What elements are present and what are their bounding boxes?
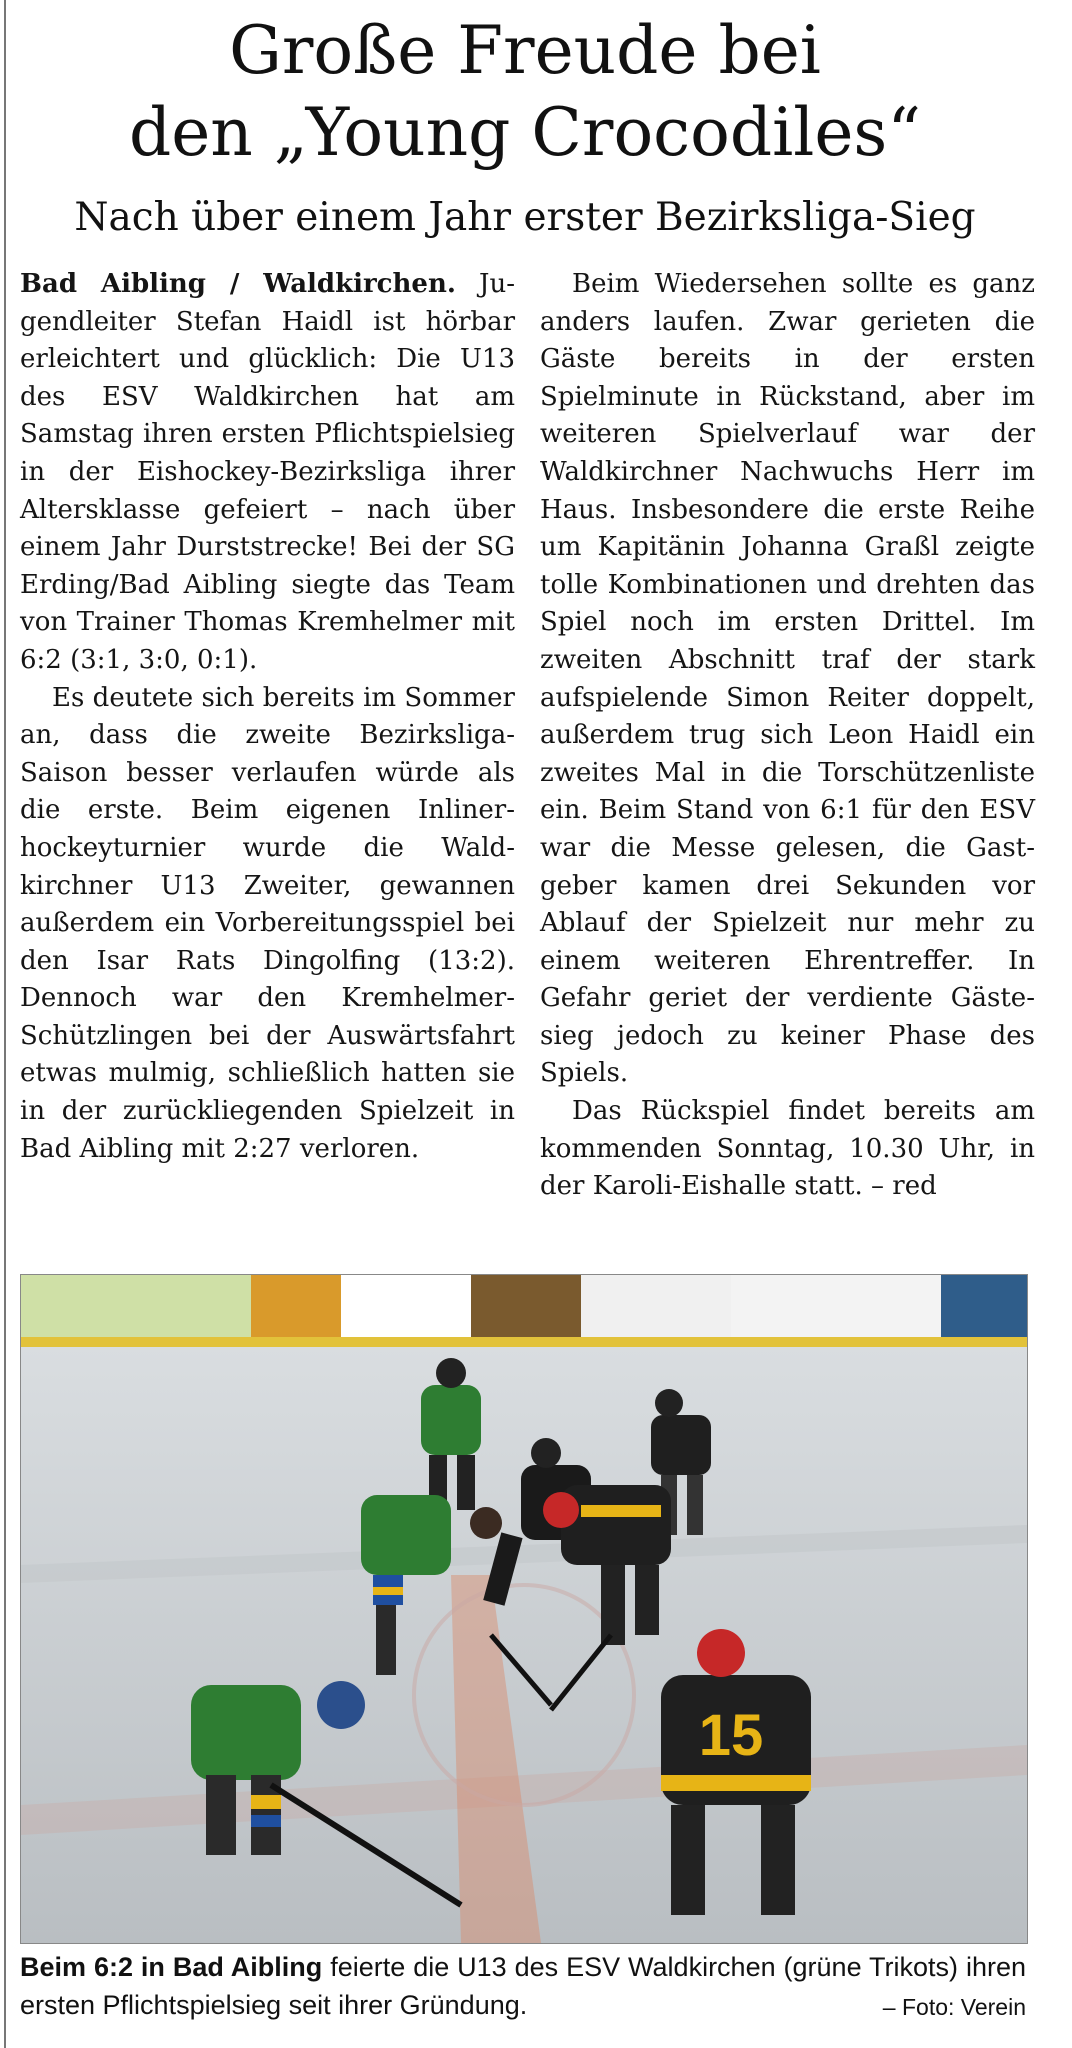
article-photo	[20, 1274, 1028, 1944]
left-column-rule	[4, 0, 6, 2048]
headline-line-2: den „Young Crocodiles“	[128, 94, 922, 171]
ad-banner	[471, 1275, 581, 1337]
author-credit: – red	[871, 1171, 937, 1202]
photo-credit: – Foto: Verein	[882, 1994, 1026, 2020]
headline	[20, 10, 1030, 174]
caption-bold: Beim 6:2 in Bad Aibling	[20, 1952, 323, 1982]
board-trim	[21, 1337, 1027, 1347]
ad-banner	[731, 1275, 941, 1337]
article-column-right	[540, 266, 1035, 1206]
paragraph-1-text: Jugendleiter Stefan Haidl ist hörbar erleichtert und glücklich: Die U13 des ESV Waldkirchen hat am Samstag ihren ersten Pflichtspielsieg in der Eishockey-Bezirksliga ihrer Altersklasse gefeiert – nach über einem Jahr Durststrecke! Bei der SG Erding/Bad Aibling siegte das Team von Trainer Thomas Kremhelmer mit 6:2 (3:1, 3:0, 0:1).	[20, 269, 515, 675]
caption-text: feierte die U13 des ESV Waldkirchen (grüne Trikots) ihren ersten Pflichtspielsieg seit ihrer Gründung.	[20, 1952, 1026, 2020]
subheadline: Nach über einem Jahr erster Bezirksliga-Sieg	[74, 195, 976, 240]
jersey-number: 15	[698, 1703, 764, 1768]
paragraph-4	[540, 1093, 1035, 1206]
ad-banner	[581, 1275, 731, 1337]
hockey-faceoff-illustration	[21, 1275, 1027, 1943]
ad-banner	[21, 1275, 251, 1337]
paragraph-3: Beim Wiedersehen sollte es ganz anders laufen. Zwar gerieten die Gäste bereits in der ersten Spielminute in Rückstand, aber im weiteren Spielverlauf war der Waldkirchner Nachwuchs Herr im Haus. Insbesondere die erste Reihe um Kapitänin Johanna Graßl zeigte tolle Kombinationen und drehten das Spiel noch im ersten Drittel. Im zweiten Abschnitt traf der stark aufspielende Simon Reiter doppelt, außerdem trug sich Leon Haidl ein zweites Mal in die Torschützenliste ein. Beim Stand von 6:1 für den ESV war die Messe gelesen, die Gastgeber kamen drei Sekunden vor Ablauf der Spielzeit nur mehr zu einem weiteren Ehrentreffer. In Gefahr geriet der verdiente Gästesieg jedoch zu keiner Phase des Spiels.	[540, 269, 1035, 1089]
paragraph-4-text: Das Rückspiel findet bereits am kommenden Sonntag, 10.30 Uhr, in der Karoli-Eishalle statt.	[540, 1096, 1035, 1202]
article-column-left	[20, 266, 515, 1168]
ad-banner	[251, 1275, 341, 1337]
photo-caption	[20, 1948, 1026, 2024]
dateline: Bad Aibling / Waldkirchen.	[20, 269, 456, 299]
ad-banner	[941, 1275, 1027, 1337]
paragraph-1	[20, 266, 515, 680]
ad-banner	[341, 1275, 471, 1337]
headline-line-1: Große Freude bei	[229, 12, 821, 89]
paragraph-2: Es deutete sich bereits im Sommer an, dass die zweite Bezirksliga-Saison besser verlaufen würde als die erste. Beim eigenen Inlinerhockeyturnier wurde die Waldkirchner U13 Zweiter, gewannen außerdem ein Vorbereitungsspiel bei den Isar Rats Dingolfing (13:2). Dennoch war den Kremhelmer-Schützlingen bei der Auswärtsfahrt etwas mulmig, schließlich hatten sie in der zurückliegenden Spielzeit in Bad Aibling mit 2:27 verloren.	[20, 682, 515, 1164]
